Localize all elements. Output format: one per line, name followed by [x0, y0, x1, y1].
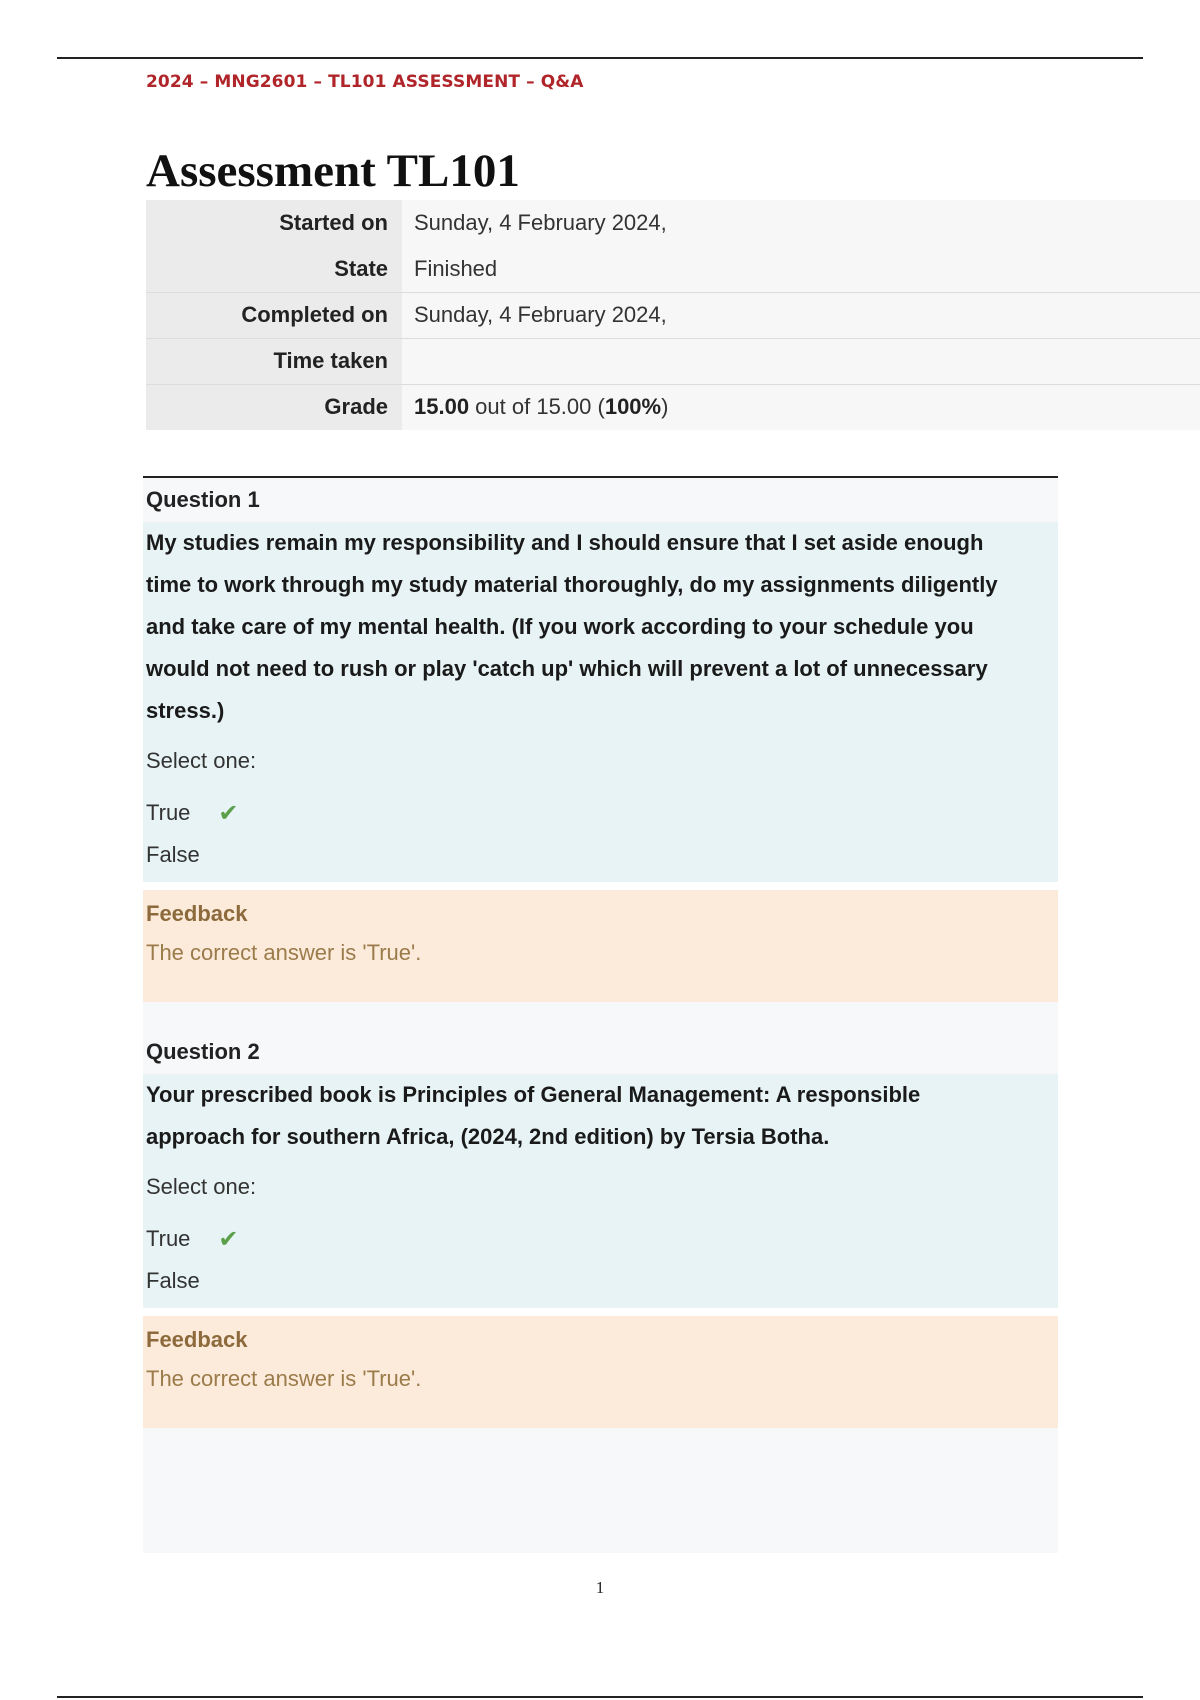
- summary-row-started: [146, 200, 1200, 246]
- question-1: [143, 478, 1058, 1002]
- top-rule: [57, 57, 1143, 59]
- page-number: 1: [595, 1578, 605, 1597]
- option-label: True: [146, 800, 191, 825]
- check-icon: ✔: [218, 1225, 239, 1253]
- bottom-rule: [57, 1696, 1143, 1698]
- question-number: Question 1: [143, 478, 1058, 522]
- summary-label: Time taken: [146, 338, 402, 384]
- select-prompt: Select one:: [146, 748, 257, 773]
- question-number: Question 2: [143, 1030, 1058, 1074]
- feedback-text: The correct answer is 'True'.: [146, 1366, 422, 1391]
- questions-list: [143, 476, 1058, 1553]
- answer-option-false[interactable]: [146, 1260, 1058, 1302]
- feedback-box: [143, 1316, 1058, 1428]
- grade-value: [402, 384, 1200, 430]
- document-header: 2024 – MNG2601 – TL101 ASSESSMENT – Q&A: [146, 72, 584, 92]
- question-content: [143, 1074, 1058, 1308]
- question-spacer: [143, 1428, 1058, 1553]
- answer-option-true[interactable]: [146, 792, 1058, 834]
- answer-option-true[interactable]: [146, 1218, 1058, 1260]
- attempt-summary-table: [146, 200, 1200, 430]
- grade-score: 15.00: [414, 394, 470, 420]
- grade-percent: 100%: [604, 394, 662, 420]
- question-text: My studies remain my responsibility and I should ensure that I set aside enough time to work through my study material thoroughly, do my assignments diligently and take care of my mental health. (If you work according to your schedule you would not need to rush or play 'catch up' which will prevent a lot of unnecessary stress.): [146, 530, 998, 723]
- select-prompt: Select one:: [146, 1174, 257, 1199]
- grade-close: ): [661, 394, 669, 420]
- summary-value: Sunday, 4 February 2024,: [402, 292, 1200, 338]
- option-label: False: [146, 842, 200, 867]
- summary-label: State: [146, 246, 402, 292]
- question-spacer: [143, 1002, 1058, 1030]
- answer-option-false[interactable]: [146, 834, 1058, 876]
- feedback-box: [143, 890, 1058, 1002]
- feedback-title: Feedback: [146, 901, 248, 926]
- summary-label: Started on: [146, 200, 402, 246]
- feedback-title: Feedback: [146, 1327, 248, 1352]
- summary-row-time: [146, 338, 1200, 384]
- summary-label: Grade: [146, 384, 402, 430]
- summary-label: Completed on: [146, 292, 402, 338]
- summary-value: [402, 338, 1200, 384]
- check-icon: ✔: [218, 799, 239, 827]
- summary-row-completed: [146, 292, 1200, 338]
- question-content: [143, 522, 1058, 882]
- grade-out-of: out of 15.00 (: [469, 394, 605, 420]
- question-2: [143, 1030, 1058, 1428]
- feedback-text: The correct answer is 'True'.: [146, 940, 422, 965]
- option-label: False: [146, 1268, 200, 1293]
- summary-row-grade: [146, 384, 1200, 430]
- summary-row-state: [146, 246, 1200, 292]
- option-label: True: [146, 1226, 191, 1251]
- question-text: Your prescribed book is Principles of General Management: A responsible approach for southern Africa, (2024, 2nd edition) by Tersia Botha.: [146, 1082, 921, 1149]
- summary-value: Finished: [402, 246, 1200, 292]
- page-title: Assessment TL101: [146, 145, 520, 197]
- summary-value: Sunday, 4 February 2024,: [402, 200, 1200, 246]
